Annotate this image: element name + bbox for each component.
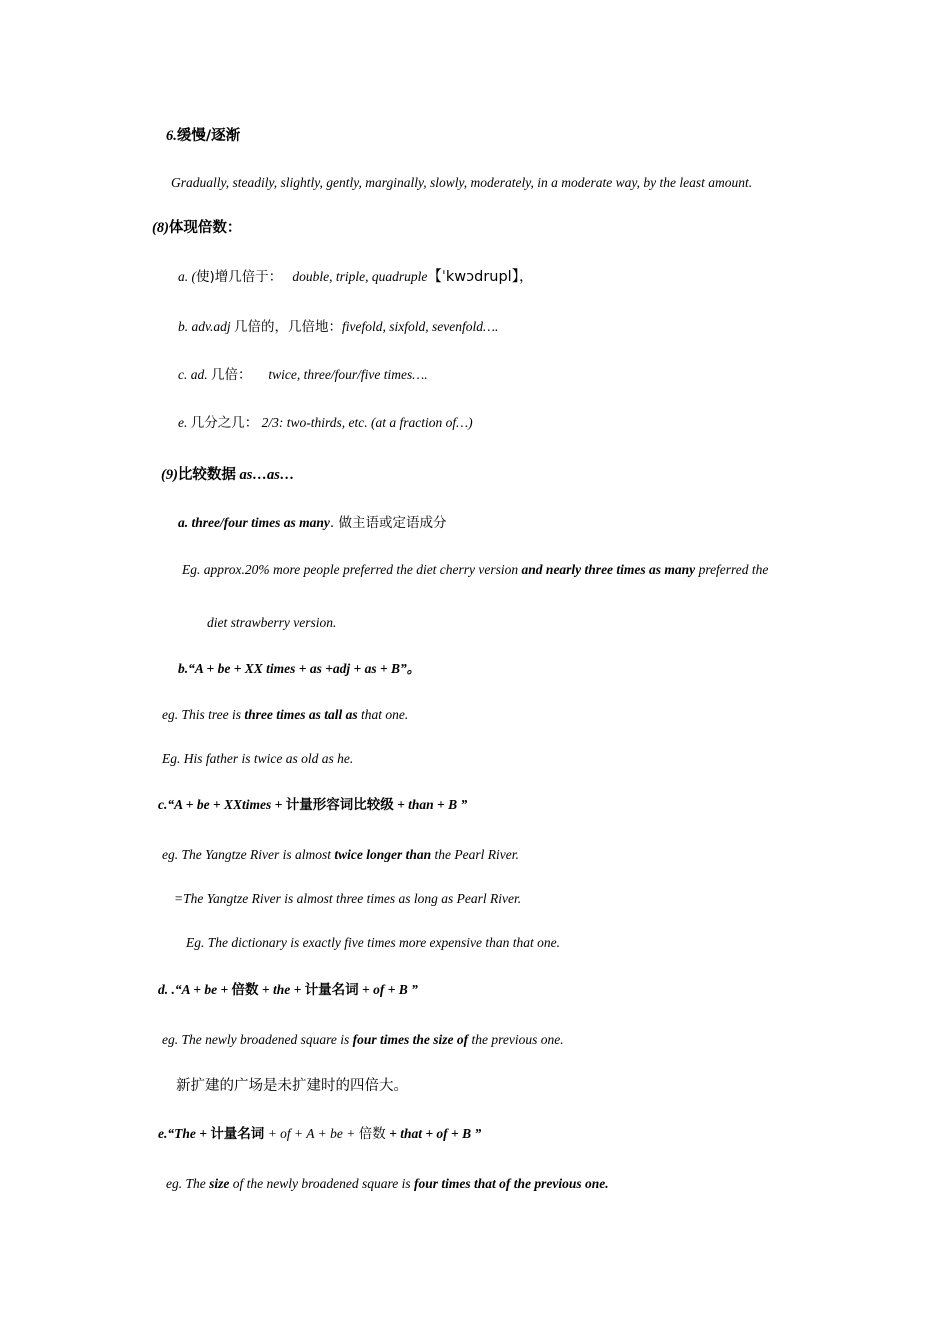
section-9-b-formula: b.“A + be + XX times + as +adj + as + B”。 xyxy=(178,661,421,676)
section-6-number: 6. xyxy=(166,128,177,144)
section-9-c-example-3: Eg. The dictionary is exactly five times more expensive than that one. xyxy=(186,935,561,950)
section-8-title: 体现倍数： xyxy=(168,220,242,236)
pronunciation: 【ˈkwɔdrupl】， xyxy=(427,269,534,285)
section-9-d-formula: d. .“A + be + 倍数 + the + 计量名词 + of + B ” xyxy=(158,982,418,998)
section-8-heading xyxy=(152,218,241,238)
section-8-item-c: c. ad. 几倍： twice, three/four/five times…. xyxy=(178,367,428,383)
section-6-heading xyxy=(166,126,240,146)
section-9-e-example: eg. The size of the newly broadened square is four times that of the previous one. xyxy=(166,1176,609,1191)
section-9-heading: (9)比较数据 as…as… xyxy=(161,467,295,483)
section-9-number: (9) xyxy=(161,467,178,483)
section-9-a-example: Eg. approx.20% more people preferred the diet cherry version and nearly three times as many preferred the xyxy=(182,562,769,577)
section-6-title: 缓慢/逐渐 xyxy=(176,128,241,144)
section-6-words: Gradually, steadily, slightly, gently, marginally, slowly, moderately, in a moderate way, by the least amount. xyxy=(171,175,753,190)
section-9-item-a: a. three/four times as many. 做主语或定语成分 xyxy=(178,515,447,531)
section-8-item-e: e. 几分之几： 2/3: two-thirds, etc. (at a fraction of…) xyxy=(178,415,473,431)
section-9-c-example-1: eg. The Yangtze River is almost twice longer than the Pearl River. xyxy=(162,847,519,862)
section-9-a-example-cont: diet strawberry version. xyxy=(207,615,337,630)
section-9-c-example-2: =The Yangtze River is almost three times as long as Pearl River. xyxy=(174,891,522,906)
section-9-d-translation: 新扩建的广场是未扩建时的四倍大。 xyxy=(176,1078,408,1094)
section-8-item-b: b. adv.adj 几倍的，几倍地：fivefold, sixfold, sevenfold…. xyxy=(178,319,499,335)
section-9-b-example-1: eg. This tree is three times as tall as that one. xyxy=(162,707,409,722)
section-9-title: 比较数据 xyxy=(177,467,236,483)
section-9-b-example-2: Eg. His father is twice as old as he. xyxy=(162,751,354,766)
section-9-e-formula: e.“The + 计量名词 + of + A + be + 倍数 + that + of + B ” xyxy=(158,1126,482,1142)
section-9-c-formula: c.“A + be + XXtimes + 计量形容词比较级 + than + B ” xyxy=(158,797,468,813)
section-9-d-example: eg. The newly broadened square is four times the size of the previous one. xyxy=(162,1032,564,1047)
section-8-item-a: a. (使)增几倍于： double, triple, quadruple【ˈkwɔdrupl】， xyxy=(178,269,534,285)
section-8-number: (8) xyxy=(152,220,169,236)
